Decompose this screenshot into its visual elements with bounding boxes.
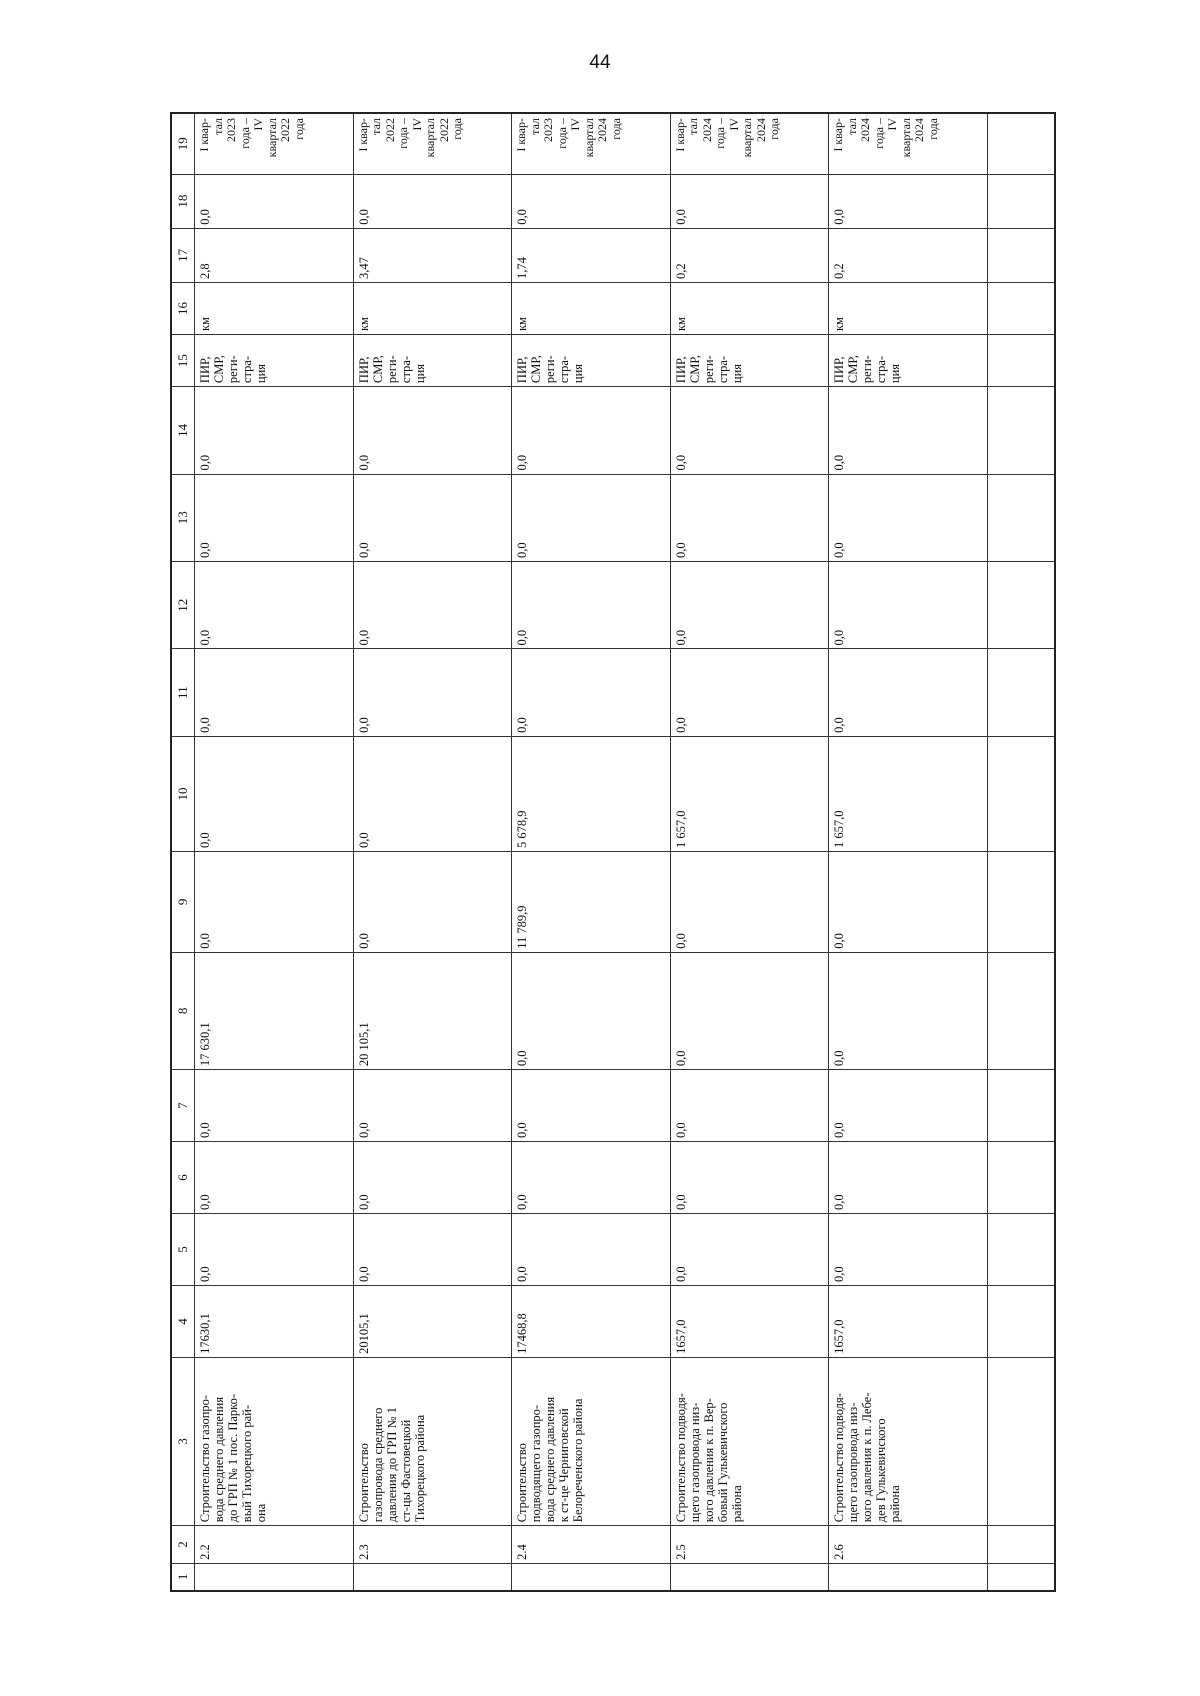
column-header-8: 8 <box>171 952 195 1069</box>
cell-col13: 0,0 <box>195 474 354 561</box>
column-header-9: 9 <box>171 852 195 953</box>
column-header-5: 5 <box>171 1214 195 1286</box>
cell-col16: км <box>512 283 671 335</box>
column-header-3: 3 <box>171 1357 195 1525</box>
cell-col4: 17630,1 <box>195 1285 354 1357</box>
cell-col7: 0,0 <box>829 1070 988 1142</box>
table-body <box>195 113 1056 1591</box>
column-header-14: 14 <box>171 387 195 474</box>
cell-col6: 0,0 <box>353 1142 512 1214</box>
cell-col18: 0,0 <box>512 174 671 228</box>
cell-col9: 0,0 <box>195 852 354 953</box>
cell-col12: 0,0 <box>670 561 829 648</box>
cell-col6: 0,0 <box>829 1142 988 1214</box>
cell-col8: 20 105,1 <box>353 952 512 1069</box>
table-row <box>512 113 671 1591</box>
cell-col12: 0,0 <box>829 561 988 648</box>
cell-col4: 20105,1 <box>353 1285 512 1357</box>
cell-col15: ПИР, СМР, реги- стра- ция <box>512 335 671 387</box>
cell-col16: км <box>670 283 829 335</box>
row-number: 2.5 <box>670 1526 829 1564</box>
cell-col5: 0,0 <box>353 1214 512 1286</box>
column-header-1: 1 <box>171 1563 195 1591</box>
rotated-table-container <box>170 112 1056 1592</box>
cell-col17: 1,74 <box>512 228 671 282</box>
cell-col9: 0,0 <box>353 852 512 953</box>
cell-col18: 0,0 <box>195 174 354 228</box>
cell-col10: 1 657,0 <box>670 736 829 851</box>
row-cell-col1 <box>353 1563 512 1591</box>
column-header-15: 15 <box>171 335 195 387</box>
empty-cell <box>988 1285 1056 1357</box>
cell-col10: 5 678,9 <box>512 736 671 851</box>
row-number: 2.2 <box>195 1526 354 1564</box>
cell-col16: км <box>353 283 512 335</box>
column-header-11: 11 <box>171 649 195 736</box>
cell-col17: 0,2 <box>670 228 829 282</box>
object-name: Строительство газопро- вода среднего давления до ГРП № 1 пос. Парко- вый Тихорецкого рай- она <box>195 1357 354 1525</box>
row-cell-col1 <box>670 1563 829 1591</box>
table-row <box>829 113 988 1591</box>
cell-col17: 0,2 <box>829 228 988 282</box>
column-header-4: 4 <box>171 1285 195 1357</box>
empty-cell <box>988 952 1056 1069</box>
cell-col5: 0,0 <box>195 1214 354 1286</box>
cell-col12: 0,0 <box>512 561 671 648</box>
cell-col12: 0,0 <box>353 561 512 648</box>
empty-cell <box>988 1563 1056 1591</box>
cell-col12: 0,0 <box>195 561 354 648</box>
cell-col16: км <box>829 283 988 335</box>
row-cell-col1 <box>195 1563 354 1591</box>
cell-col7: 0,0 <box>512 1070 671 1142</box>
cell-col8: 0,0 <box>670 952 829 1069</box>
column-header-2: 2 <box>171 1526 195 1564</box>
cell-col14: 0,0 <box>353 387 512 474</box>
empty-cell <box>988 335 1056 387</box>
empty-cell <box>988 228 1056 282</box>
cell-col9: 0,0 <box>670 852 829 953</box>
cell-col4: 1657,0 <box>670 1285 829 1357</box>
column-header-7: 7 <box>171 1070 195 1142</box>
empty-cell <box>988 1526 1056 1564</box>
column-header-18: 18 <box>171 174 195 228</box>
cell-col18: 0,0 <box>353 174 512 228</box>
empty-cell <box>988 736 1056 851</box>
cell-col8: 0,0 <box>829 952 988 1069</box>
cell-col16: км <box>195 283 354 335</box>
empty-cell <box>988 387 1056 474</box>
empty-cell <box>988 1142 1056 1214</box>
cell-col6: 0,0 <box>512 1142 671 1214</box>
cell-col10: 1 657,0 <box>829 736 988 851</box>
object-name: Строительство подводя- щего газопровода низ- кого давления к п. Лебе- дев Гулькевичского района <box>829 1357 988 1525</box>
column-header-16: 16 <box>171 283 195 335</box>
column-header-6: 6 <box>171 1142 195 1214</box>
cell-col14: 0,0 <box>670 387 829 474</box>
cell-col9: 0,0 <box>829 852 988 953</box>
cell-col4: 1657,0 <box>829 1285 988 1357</box>
cell-col5: 0,0 <box>670 1214 829 1286</box>
cell-col7: 0,0 <box>353 1070 512 1142</box>
cell-col15: ПИР, СМР, реги- стра- ция <box>353 335 512 387</box>
cell-col15: ПИР, СМР, реги- стра- ция <box>670 335 829 387</box>
column-header-12: 12 <box>171 561 195 648</box>
cell-col15: ПИР, СМР, реги- стра- ция <box>195 335 354 387</box>
cell-col7: 0,0 <box>195 1070 354 1142</box>
cell-col11: 0,0 <box>512 649 671 736</box>
empty-cell <box>988 852 1056 953</box>
page-number: 44 <box>589 52 611 73</box>
cell-col19: I квар- тал 2022 года – IV квартал 2022 года <box>353 113 512 174</box>
cell-col11: 0,0 <box>829 649 988 736</box>
empty-cell <box>988 283 1056 335</box>
row-cell-col1 <box>512 1563 671 1591</box>
cell-col10: 0,0 <box>353 736 512 851</box>
cell-col19: I квар- тал 2023 года – IV квартал 2024 года <box>512 113 671 174</box>
cell-col18: 0,0 <box>829 174 988 228</box>
empty-cell <box>988 1070 1056 1142</box>
cell-col14: 0,0 <box>829 387 988 474</box>
investment-table <box>170 112 1056 1592</box>
cell-col19: I квар- тал 2024 года – IV квартал 2024 года <box>829 113 988 174</box>
empty-cell <box>988 1214 1056 1286</box>
cell-col4: 17468,8 <box>512 1285 671 1357</box>
empty-cell <box>988 474 1056 561</box>
column-header-13: 13 <box>171 474 195 561</box>
cell-col5: 0,0 <box>512 1214 671 1286</box>
cell-col17: 3,47 <box>353 228 512 282</box>
row-cell-col1 <box>829 1563 988 1591</box>
cell-col6: 0,0 <box>670 1142 829 1214</box>
cell-col14: 0,0 <box>195 387 354 474</box>
cell-col13: 0,0 <box>670 474 829 561</box>
cell-col15: ПИР, СМР, реги- стра- ция <box>829 335 988 387</box>
cell-col6: 0,0 <box>195 1142 354 1214</box>
object-name: Строительство подводящего газопро- вода среднего давления к ст-це Черниговской Белореченского района <box>512 1357 671 1525</box>
table-row <box>353 113 512 1591</box>
cell-col11: 0,0 <box>353 649 512 736</box>
table-row <box>195 113 354 1591</box>
cell-col13: 0,0 <box>829 474 988 561</box>
empty-cell <box>988 174 1056 228</box>
column-header-17: 17 <box>171 228 195 282</box>
row-number: 2.4 <box>512 1526 671 1564</box>
empty-cell <box>988 1357 1056 1525</box>
object-name: Строительство подводя- щего газопровода низ- кого давления к п. Вер- бовый Гулькевичского района <box>670 1357 829 1525</box>
empty-cell <box>988 561 1056 648</box>
cell-col8: 17 630,1 <box>195 952 354 1069</box>
object-name: Строительство газопровода среднего давления до ГРП № 1 ст-цы Фастовецкой Тихорецкого района <box>353 1357 512 1525</box>
cell-col14: 0,0 <box>512 387 671 474</box>
cell-col18: 0,0 <box>670 174 829 228</box>
empty-cell <box>988 649 1056 736</box>
cell-col10: 0,0 <box>195 736 354 851</box>
column-header-10: 10 <box>171 736 195 851</box>
column-number-row <box>171 113 195 1591</box>
cell-col7: 0,0 <box>670 1070 829 1142</box>
cell-col19: I квар- тал 2024 года – IV квартал 2024 года <box>670 113 829 174</box>
row-number: 2.3 <box>353 1526 512 1564</box>
cell-col11: 0,0 <box>670 649 829 736</box>
column-header-19: 19 <box>171 113 195 174</box>
cell-col17: 2,8 <box>195 228 354 282</box>
cell-col13: 0,0 <box>353 474 512 561</box>
cell-col19: I квар- тал 2023 года – IV квартал 2022 года <box>195 113 354 174</box>
cell-col11: 0,0 <box>195 649 354 736</box>
cell-col8: 0,0 <box>512 952 671 1069</box>
cell-col5: 0,0 <box>829 1214 988 1286</box>
cell-col13: 0,0 <box>512 474 671 561</box>
table-row <box>670 113 829 1591</box>
cell-col9: 11 789,9 <box>512 852 671 953</box>
empty-row <box>988 113 1056 1591</box>
empty-cell <box>988 113 1056 174</box>
row-number: 2.6 <box>829 1526 988 1564</box>
